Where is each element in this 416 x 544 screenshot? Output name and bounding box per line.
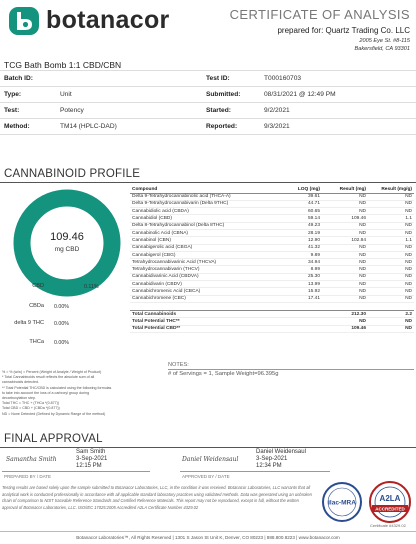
submitted-label: Submitted: [202,87,260,103]
table-row [130,200,414,207]
table-row [130,193,414,200]
bar-label: CBD [32,283,44,289]
table-cell: Total Potential CBD** [130,325,280,332]
table-row [130,295,414,302]
column-header: Result (mg/g) [368,186,414,193]
bar-fill [50,284,80,290]
table-cell: Cannabidivarin (CBDV) [130,281,280,288]
table-cell: ND [368,325,414,332]
table-cell: Delta 8-Tetrahydrocannabinol (Delta 8THC) [130,222,280,229]
legal-disclaimer: Testing results are based solely upon the sample submitted to Botanacor Laboratories, LLC, in the condition it was received. Botanacor Laboratories, LLC warrants that all analytical work is conducted professionally in accordance with all applicable standard laboratory practices using validated methods. Data was generated using an unbroken chain of comparison to NIST traceable Reference Standards and Certified Reference Materials. This report may not be reproduced, except in full, without the written approval of Botanacor Laboratories, LLC. ISO/IEC 17025:2005 Accredited A2LA Certificate Number 4329.02 [2,485,312,510]
table-cell: ND [368,200,414,207]
table-row [130,229,414,236]
bar-label: delta 9 THC [14,320,44,326]
certificate-number: Certificate #4329.02 [370,523,406,528]
table-cell: Cannabidiol (CBD) [130,215,280,222]
table-cell: ND [322,229,368,236]
table-cell: Cannabidiolic acid (CBDA) [130,208,280,215]
approved-signature: Daniel Weidensaul [182,456,239,463]
table-cell: 9.89 [280,251,322,258]
reported-label: Reported: [202,119,260,135]
footnote-line: Total CBD = CBD + (CBDa *(0.877)) [2,406,60,411]
table-row [130,273,414,280]
table-cell: ND [322,273,368,280]
table-cell: ND [322,266,368,273]
table-cell: ND [368,273,414,280]
donut-unit: mg CBD [54,246,80,253]
table-cell: 109.46 [322,215,368,222]
table-header-row [130,186,414,193]
method-label: Method: [0,119,56,135]
table-cell: ND [322,295,368,302]
footnote-line: cannabinoids detected. [2,380,39,385]
table-cell: ND [368,266,414,273]
cannabinoid-profile-heading: CANNABINOID PROFILE [4,168,141,180]
brand-name: botanacor [46,6,170,34]
table-cell: ND [368,222,414,229]
table-cell: Delta 9-Tetrahydrocannabinolic acid (THCA-A) [130,193,280,200]
table-cell: 1.1 [368,237,414,244]
a2la-seal-text: A2LA [379,494,401,503]
table-row [130,251,414,258]
bar-label: CBDa [29,303,44,309]
table-cell: 102.84 [322,237,368,244]
table-cell: 109.46 [322,325,368,332]
final-approval-heading: FINAL APPROVAL [4,433,103,445]
table-cell: ND [322,222,368,229]
cannabinoid-table [130,186,414,333]
table-cell: Total Cannabinoids [130,310,280,317]
table-row [130,318,414,325]
donut-arc [22,198,112,288]
accredited-banner-text: ACCREDITED [375,506,405,512]
footnote-line: Total THC = THC + (THCa *(0.877)) [2,401,59,406]
table-cell: Cannabinolic Acid (CBNA) [130,229,280,236]
table-cell: ND [368,208,414,215]
notes-text: # of Servings = 1, Sample Weight=96.395g [168,371,279,377]
footnotes [2,370,142,417]
table-row [130,237,414,244]
table-row [130,325,414,332]
info-row [0,87,416,103]
bar-value: 0.00% [54,304,70,310]
signature-line [2,471,150,472]
info-row [0,119,416,135]
approved-name: Daniel Weidensaul [256,449,306,455]
footnote-line: ** Total Potential THC/CBD is calculated using the following formulas [2,385,112,390]
approved-time: 12:34 PM [256,463,282,469]
table-cell: 1.1 [368,215,414,222]
notes-divider [168,369,414,370]
table-cell: ND [322,281,368,288]
sample-info-table [0,70,416,135]
table-cell [280,318,322,325]
table-cell: 44.71 [280,200,322,207]
table-row [130,281,414,288]
table-cell: Cannabigerol (CBG) [130,251,280,258]
table-cell: ND [368,288,414,295]
table-cell [280,325,322,332]
table-cell: ND [368,193,414,200]
table-cell: ND [322,259,368,266]
table-cell: Cannabidivarinic Acid (CBDVA) [130,273,280,280]
section-divider [0,182,416,183]
a2la-seal-icon [370,482,410,522]
column-header: Result (mg) [322,186,368,193]
table-row [130,215,414,222]
info-row [0,71,416,87]
table-cell: ND [322,251,368,258]
bar-value: 0.00% [54,321,70,327]
table-cell: 60.65 [280,208,322,215]
table-row [130,244,414,251]
test-label: Test: [0,103,56,119]
table-cell: ND [322,193,368,200]
prepared-date: 3-Sep-2021 [76,456,108,462]
cbd-donut-chart [12,188,122,298]
botanacor-logo-icon [8,6,40,36]
prepared-signature: Samantha Smith [6,456,57,463]
table-cell: ND [322,318,368,325]
reported-value: 9/3/2021 [260,119,416,135]
table-cell: Delta 9-Tetrahydrocannabivarin (Delta 9THC) [130,200,280,207]
prepared-caption: PREPARED BY / DATE [4,474,52,479]
donut-value: 109.46 [50,231,84,243]
table-row [130,288,414,295]
table-cell: ND [368,229,414,236]
page-footer: Botanacor Laboratories™, All Rights Reserved | 1301 S Jason St Unit K, Denver, CO 80223 | 888.800.8223 | www.botanacor.com [76,535,340,540]
ilac-mra-seal-icon [323,483,361,521]
table-cell: 49.23 [280,222,322,229]
prepared-name: Sam Smith [76,449,106,455]
approved-date: 3-Sep-2021 [256,456,288,462]
footer-divider [0,531,416,532]
table-cell: 13.99 [280,281,322,288]
table-cell: Cannabichromene (CBC) [130,295,280,302]
column-header: LOQ (mg) [280,186,322,193]
prepared-time: 12:15 PM [76,463,102,469]
started-label: Started: [202,103,260,119]
table-row [130,259,414,266]
footnote-line: to take into account the loss of a carboxyl group during [2,390,90,395]
table-cell: 41.32 [280,244,322,251]
table-cell: 8.99 [280,266,322,273]
table-cell: ND [368,259,414,266]
method-value: TM14 (HPLC-DAD) [56,119,202,135]
table-cell: Cannabinol (CBN) [130,237,280,244]
type-value: Unit [56,87,202,103]
table-row [130,266,414,273]
footnote-line: ND = None Detected (Defined by Dynamic Range of the method) [2,411,106,416]
table-row [130,222,414,229]
table-cell: 12.90 [280,237,322,244]
table-cell: 15.92 [280,288,322,295]
bar-label: THCa [29,339,44,345]
accreditation-seals [322,480,414,526]
ilac-seal-text: ilac-MRA [328,499,356,507]
table-cell: 34.94 [280,259,322,266]
table-spacer [130,302,414,310]
signature-line [180,471,330,472]
table-cell: 28.19 [280,229,322,236]
table-cell: ND [322,200,368,207]
footnote-line: decarboxylation step. [2,396,36,401]
bar-value: 0.00% [54,340,70,346]
table-cell: Cannabigerolic acid (CBGA) [130,244,280,251]
bar-value: 0.11% [84,284,99,290]
table-cell: 2.2 [368,310,414,317]
batch-id-value [56,71,202,87]
table-cell: 17.41 [280,295,322,302]
started-value: 9/2/2021 [260,103,416,119]
table-cell: ND [368,244,414,251]
approved-caption: APPROVED BY / DATE [182,474,230,479]
column-header: Compound [130,186,280,193]
table-row [130,310,414,317]
table-cell: ND [322,288,368,295]
table-cell: ND [368,318,414,325]
footnote-line: % = % (w/w) = Percent (Weight of Analyte / Weight of Product) [2,370,102,374]
info-row [0,103,416,119]
table-cell: Cannabichromenic Acid (CBCA) [130,288,280,295]
table-cell: ND [322,208,368,215]
table-cell: 212.30 [322,310,368,317]
table-cell: ND [368,251,414,258]
client-address-line1: 2005 Eye St. #8-115 [359,38,410,44]
document-title: CERTIFICATE OF ANALYSIS [229,7,410,22]
table-cell: Tetrahydrocannabivarinic Acid (THCVA) [130,259,280,266]
footnote-line: * Total Cannabinoids result reflects the absolute sum of all [2,375,95,380]
test-id-value: T000160703 [260,71,416,87]
test-id-label: Test ID: [202,71,260,87]
table-cell: 25.30 [280,273,322,280]
section-divider [0,447,416,448]
client-address-line2: Bakersfield, CA 93301 [354,46,410,52]
submitted-value: 08/31/2021 @ 12:49 PM [260,87,416,103]
table-cell: Tetrahydrocannabivarin (THCV) [130,266,280,273]
sample-name: TCG Bath Bomb 1:1 CBD/CBN [4,60,122,70]
batch-id-label: Batch ID: [0,71,56,87]
type-label: Type: [0,87,56,103]
table-cell: 59.14 [280,215,322,222]
test-value: Potency [56,103,202,119]
table-cell: ND [368,295,414,302]
prepared-for: prepared for: Quartz Trading Co. LLC [277,26,410,35]
table-row [130,208,414,215]
table-cell: 39.61 [280,193,322,200]
table-cell: ND [322,244,368,251]
table-cell: Total Potential THC** [130,318,280,325]
table-cell: ND [368,281,414,288]
table-cell [280,310,322,317]
notes-label: NOTES: [168,362,189,368]
